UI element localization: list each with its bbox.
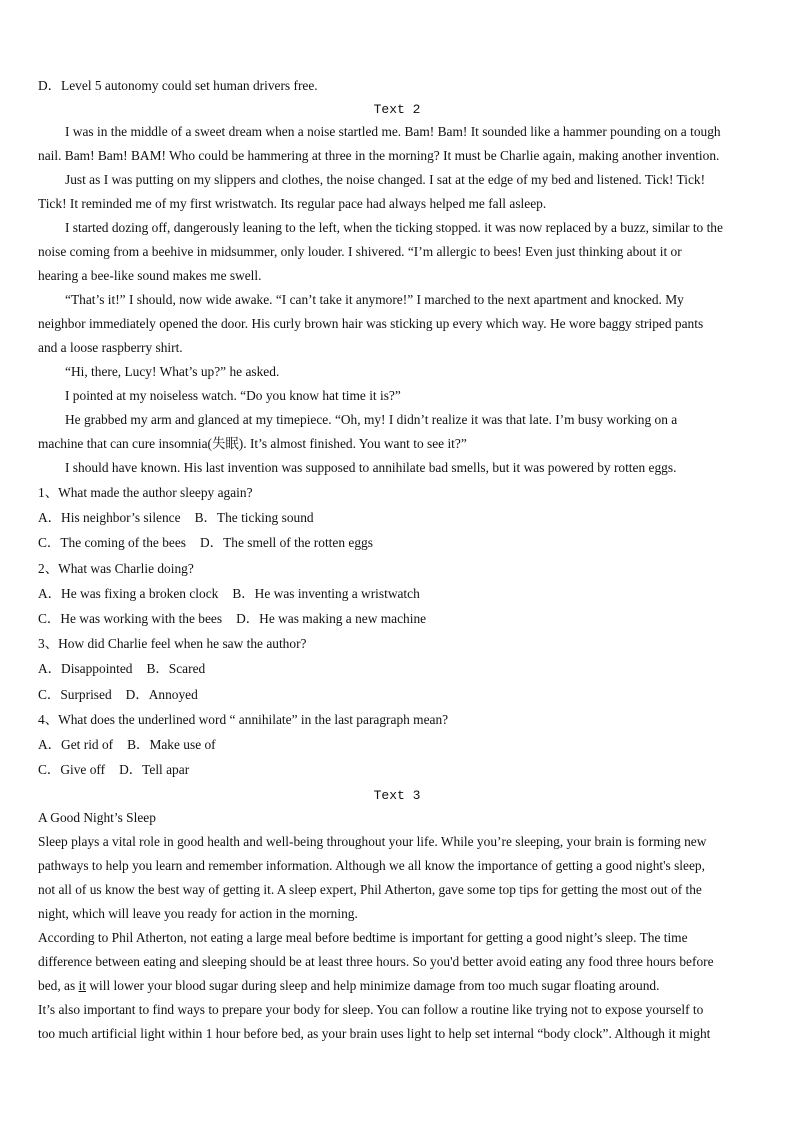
answer-option: A．His neighbor’s silence	[38, 510, 181, 526]
option-row	[38, 732, 756, 757]
text2-line: I started dozing off, dangerously leaning to the left, when the ticking stopped. it was now replaced by a buzz, similar to the	[65, 220, 723, 235]
text3-line: difference between eating and sleeping should be at least three hours. So you'd better avoid eating any food three hours before	[38, 954, 714, 970]
text3-line-before: bed, as	[38, 978, 79, 994]
answer-option: C．Surprised	[38, 686, 112, 702]
question-list	[38, 480, 756, 782]
answer-option: D．Tell apar	[119, 762, 190, 778]
answer-option: C．The coming of the bees	[38, 535, 187, 551]
option-row	[38, 757, 756, 782]
text2-line: “That’s it!” I should, now wide awake. “I can’t take it anymore!” I marched to the next apartment and knocked. My	[65, 292, 684, 307]
answer-option: B．He was inventing a wristwatch	[232, 585, 420, 601]
answer-option: B．Scared	[146, 661, 206, 677]
question-stem: 1、What made the author sleepy again?	[38, 485, 253, 500]
text2-line: I was in the middle of a sweet dream when a noise startled me. Bam! Bam! It sounded like a hammer pounding on a tough	[65, 124, 721, 139]
option-row	[38, 530, 756, 555]
answer-option: A．Disappointed	[38, 661, 133, 677]
text2-lead-option: D．Level 5 autonomy could set human drivers free.	[38, 78, 318, 93]
answer-option: A．He was fixing a broken clock	[38, 585, 219, 601]
option-row	[38, 505, 756, 530]
text2-line: Tick! It reminded me of my first wristwatch. Its regular pace had always helped me fall asleep.	[38, 196, 547, 211]
answer-option: B．The ticking sound	[194, 510, 314, 526]
text3-line: It’s also important to find ways to prepare your body for sleep. You can follow a routine like trying not to expose yourself to	[38, 1002, 704, 1018]
text3-line: According to Phil Atherton, not eating a large meal before bedtime is important for getting a good night’s sleep. The time	[38, 930, 688, 946]
text3-line: too much artificial light within 1 hour before bed, as your brain uses light to help set internal “body clock”. Although it might	[38, 1026, 711, 1042]
text2-line: hearing a bee-like sound makes me swell.	[38, 268, 262, 283]
question-stem: 4、What does the underlined word “ annihilate” in the last paragraph mean?	[38, 711, 449, 727]
text2-line: nail. Bam! Bam! BAM! Who could be hammering at three in the morning? It must be Charlie again, making another invention.	[38, 148, 720, 163]
text3-line: pathways to help you learn and remember information. Although we all know the importance of getting a good night's sleep,	[38, 858, 705, 874]
text3-passage-continued	[38, 998, 756, 1046]
text3-heading: Text 3	[373, 788, 421, 804]
text3-paragraph-line-underline	[38, 974, 756, 998]
answer-option: B．Make use of	[127, 737, 216, 753]
text2-line: machine that can cure insomnia(失眠). It’s almost finished. You want to see it?”	[38, 436, 467, 451]
option-row	[38, 606, 756, 631]
answer-option: D．Annoyed	[125, 686, 198, 702]
text3-line-after: will lower your blood sugar during sleep and help minimize damage from too much sugar floating around.	[86, 978, 660, 994]
text2-line: I pointed at my noiseless watch. “Do you know hat time it is?”	[65, 388, 401, 403]
text2-line: neighbor immediately opened the door. His curly brown hair was sticking up every which way. He wore baggy striped pants	[38, 316, 704, 331]
answer-option: D．The smell of the rotten eggs	[200, 535, 373, 551]
underlined-word-it: it	[78, 978, 86, 994]
answer-option: C．Give off	[38, 762, 106, 778]
text2-heading: Text 2	[373, 102, 421, 117]
text2-passage	[38, 120, 756, 480]
option-row	[38, 581, 756, 606]
option-row	[38, 682, 756, 707]
text2-line: “Hi, there, Lucy! What’s up?” he asked.	[65, 364, 280, 379]
answer-option: A．Get rid of	[38, 737, 114, 753]
text3-line: night, which will leave you ready for action in the morning.	[38, 906, 358, 922]
document-page	[38, 74, 756, 1046]
answer-option: C．He was working with the bees	[38, 611, 223, 627]
option-row	[38, 656, 756, 681]
text2-line: I should have known. His last invention was supposed to annihilate bad smells, but it was powered by rotten eggs.	[65, 460, 677, 475]
text2-line: He grabbed my arm and glanced at my timepiece. “Oh, my! I didn’t realize it was that late. I’m busy working on a	[65, 412, 678, 427]
text2-line: Just as I was putting on my slippers and clothes, the noise changed. I sat at the edge of my bed and listened. Tick! Tick!	[65, 172, 706, 187]
text3-line: not all of us know the best way of getting it. A sleep expert, Phil Atherton, gave some top tips for getting the most out of the	[38, 882, 702, 898]
question-stem: 3、How did Charlie feel when he saw the author?	[38, 636, 307, 652]
text2-line: and a loose raspberry shirt.	[38, 340, 183, 355]
question-stem: 2、What was Charlie doing?	[38, 560, 194, 576]
answer-option: D．He was making a new machine	[236, 611, 427, 627]
text3-passage	[38, 830, 756, 974]
text2-line: noise coming from a beehive in midsummer, only louder. I shivered. “I’m allergic to bees! Even just thinking about it or	[38, 244, 682, 259]
text3-line: Sleep plays a vital role in good health and well-being throughout your life. While you’re sleeping, your brain is forming new	[38, 834, 707, 850]
text3-title: A Good Night’s Sleep	[38, 810, 156, 826]
